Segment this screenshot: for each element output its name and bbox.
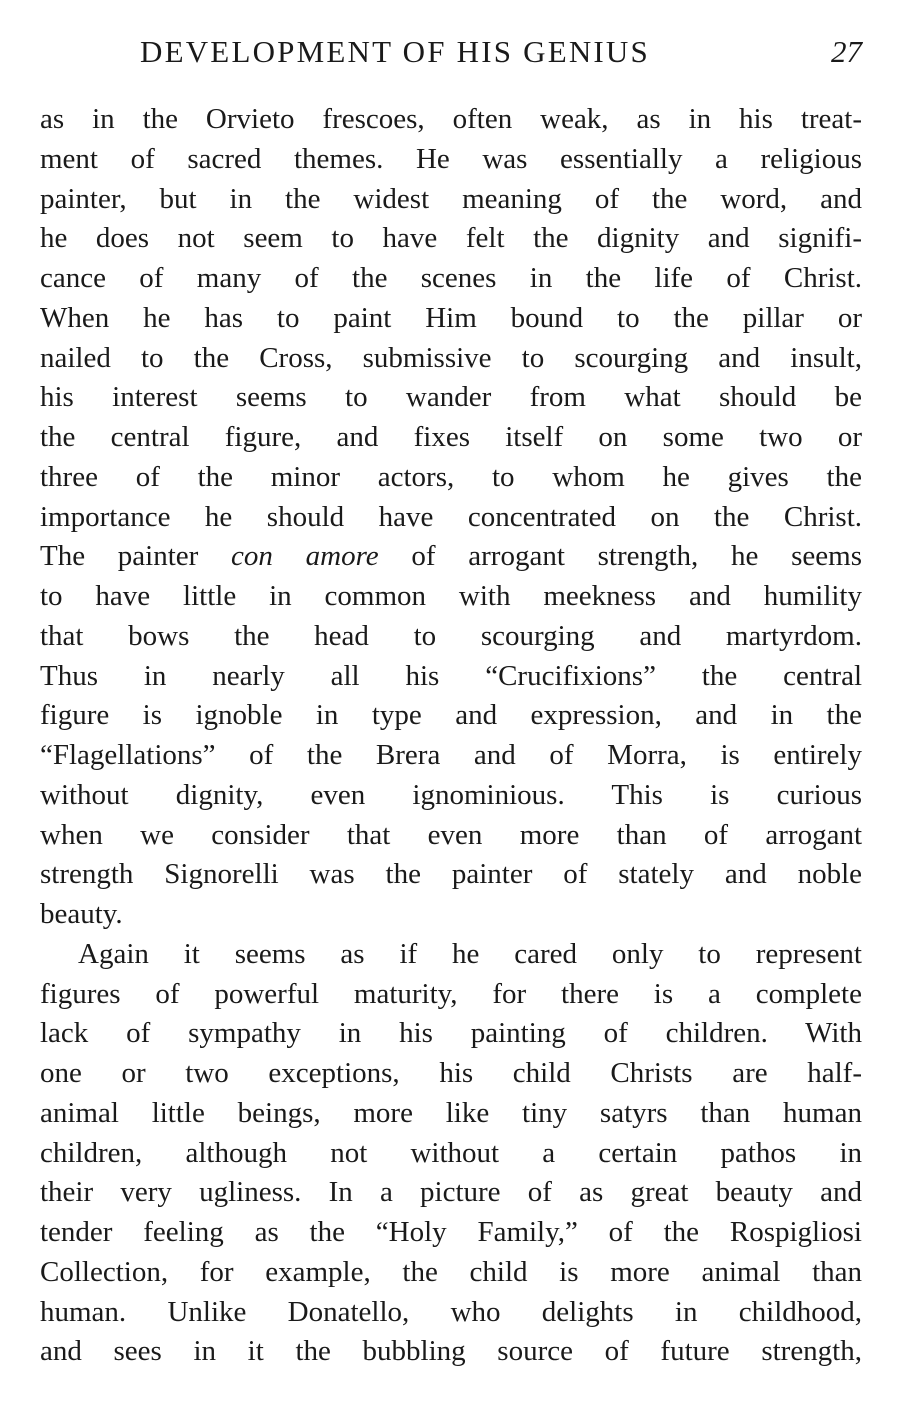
running-title: DEVELOPMENT OF HIS GENIUS bbox=[140, 34, 650, 69]
text-line: figures of powerful maturity, for there is a complete bbox=[40, 977, 862, 1010]
paragraph-start-line: Again it seems as if he cared only to represent bbox=[78, 937, 862, 970]
text-line: When he has to paint Him bound to the pillar or bbox=[40, 301, 862, 334]
text-line: nailed to the Cross, submissive to scourging and insult, bbox=[40, 341, 862, 374]
text-line: lack of sympathy in his painting of children. With bbox=[40, 1017, 862, 1050]
text-line: children, although not without a certain pathos in bbox=[40, 1136, 862, 1169]
running-head bbox=[40, 30, 862, 74]
text-line: and sees in it the bubbling source of future strength, bbox=[40, 1335, 862, 1368]
text-line: “Flagellations” of the Brera and of Morra, is entirely bbox=[40, 739, 862, 771]
text-line: importance he should have concentrated on the Christ. bbox=[40, 500, 862, 533]
text-segment: The painter bbox=[40, 540, 232, 573]
text-line: that bows the head to scourging and martyrdom. bbox=[40, 619, 862, 652]
text-line: beauty. bbox=[40, 898, 123, 930]
text-line: when we consider that even more than of arrogant bbox=[40, 818, 862, 851]
body-text bbox=[40, 100, 862, 1372]
text-line: one or two exceptions, his child Christs are half- bbox=[40, 1057, 862, 1089]
text-line: the central figure, and fixes itself on some two or bbox=[40, 421, 862, 453]
text-segment: of arrogant strength, he seems bbox=[378, 540, 862, 573]
text-line: tender feeling as the “Holy Family,” of the Rospigliosi bbox=[40, 1216, 862, 1248]
text-line: Thus in nearly all his “Crucifixions” the central bbox=[40, 659, 862, 692]
text-line-with-italic bbox=[40, 537, 862, 577]
text-line: to have little in common with meekness and humility bbox=[40, 580, 862, 612]
text-line: his interest seems to wander from what should be bbox=[40, 381, 862, 414]
text-line: as in the Orvieto frescoes, often weak, as in his treat- bbox=[40, 103, 862, 135]
text-line: three of the minor actors, to whom he gives the bbox=[40, 460, 862, 493]
text-line: their very ugliness. In a picture of as great beauty and bbox=[40, 1176, 862, 1209]
text-line: human. Unlike Donatello, who delights in childhood, bbox=[40, 1295, 862, 1328]
text-line: cance of many of the scenes in the life of Christ. bbox=[40, 262, 862, 294]
text-line: figure is ignoble in type and expression, and in the bbox=[40, 699, 862, 732]
italic-phrase: con amore bbox=[231, 540, 379, 573]
text-line: ment of sacred themes. He was essentially a religious bbox=[40, 142, 862, 175]
text-line: Collection, for example, the child is more animal than bbox=[40, 1255, 862, 1288]
text-line: he does not seem to have felt the dignity and signifi- bbox=[40, 222, 862, 255]
text-line: without dignity, even ignominious. This is curious bbox=[40, 778, 862, 811]
text-line: strength Signorelli was the painter of stately and noble bbox=[40, 858, 862, 891]
page-number: 27 bbox=[831, 34, 862, 69]
text-line: painter, but in the widest meaning of the word, and bbox=[40, 182, 862, 215]
text-line: animal little beings, more like tiny satyrs than human bbox=[40, 1096, 862, 1129]
